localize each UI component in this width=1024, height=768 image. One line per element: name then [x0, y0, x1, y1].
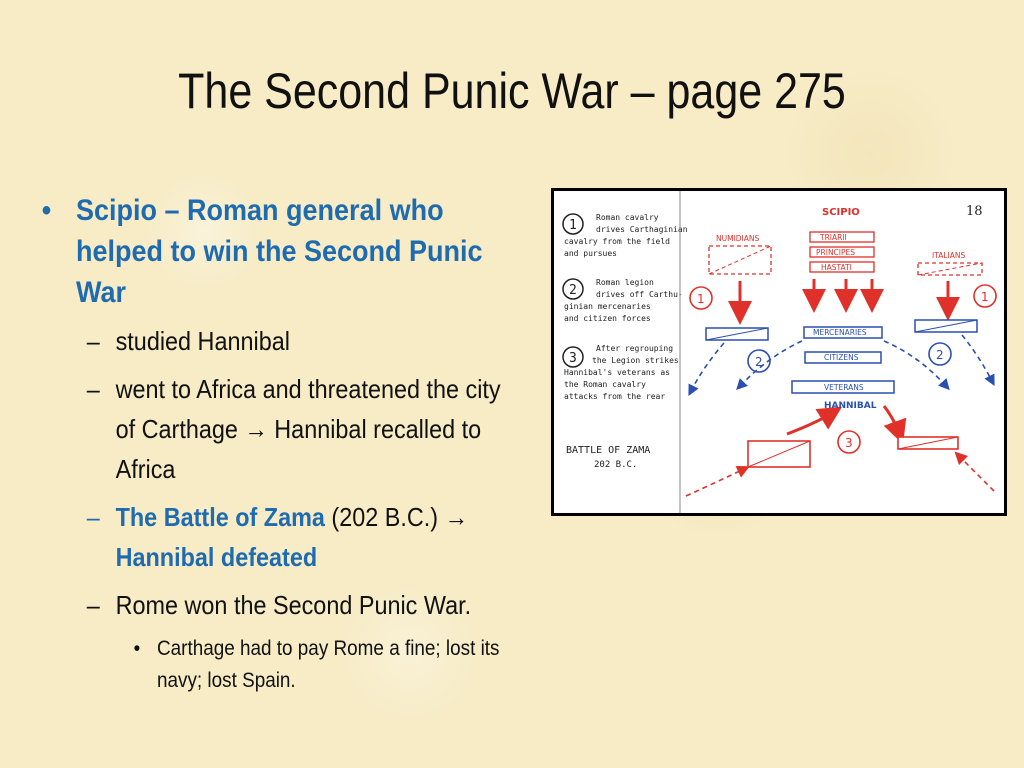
map-marker-3-number: 3	[845, 436, 853, 450]
legend-step-2-line: drives off Carthu-	[596, 290, 683, 299]
zama-date: (202 B.C.) →	[324, 502, 468, 532]
bullet-marker: •	[41, 194, 52, 227]
slide-title: The Second Punic War – page 275	[178, 63, 846, 119]
zama-result: Hannibal defeated	[115, 542, 318, 572]
battle-date: 202 B.C.	[594, 460, 638, 470]
italians-start-slash	[918, 263, 982, 275]
main-bullet	[40, 190, 517, 313]
step3-arrow	[787, 413, 832, 434]
sub-item-text: studied Hannibal	[115, 326, 290, 356]
legend-step-1-line: drives Carthaginian	[596, 225, 688, 234]
sub-item-text: went to Africa and threatened the city of Carthage → Hannibal recalled to Africa	[115, 374, 501, 484]
legend-step-2-line: ginian mercenaries	[564, 302, 651, 311]
mercenaries-label: MERCENARIES	[813, 328, 867, 337]
legend-step-3-line: the Legion strikes	[592, 356, 679, 365]
page-number: 18	[966, 204, 983, 219]
dash-marker: –	[86, 502, 100, 532]
map-marker-1-left-number: 1	[697, 292, 705, 306]
zama-item	[40, 497, 517, 577]
bullet-marker: •	[133, 637, 141, 660]
legend-step-3-line: After regrouping	[596, 344, 674, 353]
italians-label: ITALIANS	[932, 251, 966, 260]
sub-item-text: Rome won the Second Punic War.	[115, 590, 472, 620]
legend-step-2-line: and citizen forces	[564, 314, 651, 323]
sub-item	[40, 321, 517, 361]
legend-marker-2-number: 2	[569, 283, 577, 298]
legend-step-3-line: Hannibal's veterans as	[564, 368, 670, 377]
sub-item	[40, 369, 517, 489]
hastati-label: HASTATI	[821, 263, 852, 272]
legend-marker-1-number: 1	[569, 218, 577, 233]
map-marker-2-right-number: 2	[936, 348, 944, 362]
principes-label: PRINCIPES	[816, 248, 856, 257]
battle-label: BATTLE OF ZAMA	[566, 445, 651, 456]
veterans-label: VETERANS	[824, 383, 864, 392]
legend-step-1-line: cavalry from the field	[564, 237, 670, 246]
citizens-label: CITIZENS	[824, 353, 859, 362]
triarii-label: TRIARII	[820, 233, 847, 242]
legend-step-2-line: Roman legion	[596, 278, 654, 287]
legend-step-1-line: Roman cavalry	[596, 213, 659, 222]
step3-arrow	[884, 406, 899, 433]
retreat-arrow	[691, 343, 724, 391]
numidians-label: NUMIDIANS	[716, 234, 760, 243]
battle-of-zama-diagram	[551, 188, 1007, 516]
legend-step-3-line: attacks from the rear	[564, 392, 666, 401]
numidians-start-slash	[709, 246, 771, 274]
legend-marker-3-number: 3	[569, 351, 577, 366]
sub-sub-item-text: Carthage had to pay Rome a fine; lost its navy; lost Spain.	[157, 637, 500, 692]
hannibal-label: HANNIBAL	[824, 401, 877, 411]
main-bullet-text: Scipio – Roman general who helped to win the Second Punic War	[76, 194, 483, 309]
slide-body	[40, 190, 517, 697]
dash-marker: –	[86, 326, 100, 356]
legend-step-3-line: the Roman cavalry	[564, 380, 646, 389]
rear-attack-arrow	[686, 469, 744, 496]
zama-highlight: The Battle of Zama	[115, 502, 325, 532]
map-marker-2-left-number: 2	[755, 355, 763, 369]
rear-attack-arrow	[959, 456, 994, 491]
map-marker-1-right-number: 1	[981, 290, 989, 304]
sub-sub-item	[40, 633, 517, 697]
scipio-label: SCIPIO	[822, 207, 860, 218]
retreat-arrow	[962, 335, 992, 381]
legend-step-1-line: and pursues	[564, 249, 617, 258]
sub-item	[40, 585, 517, 625]
dash-marker: –	[86, 374, 100, 404]
dash-marker: –	[86, 590, 100, 620]
